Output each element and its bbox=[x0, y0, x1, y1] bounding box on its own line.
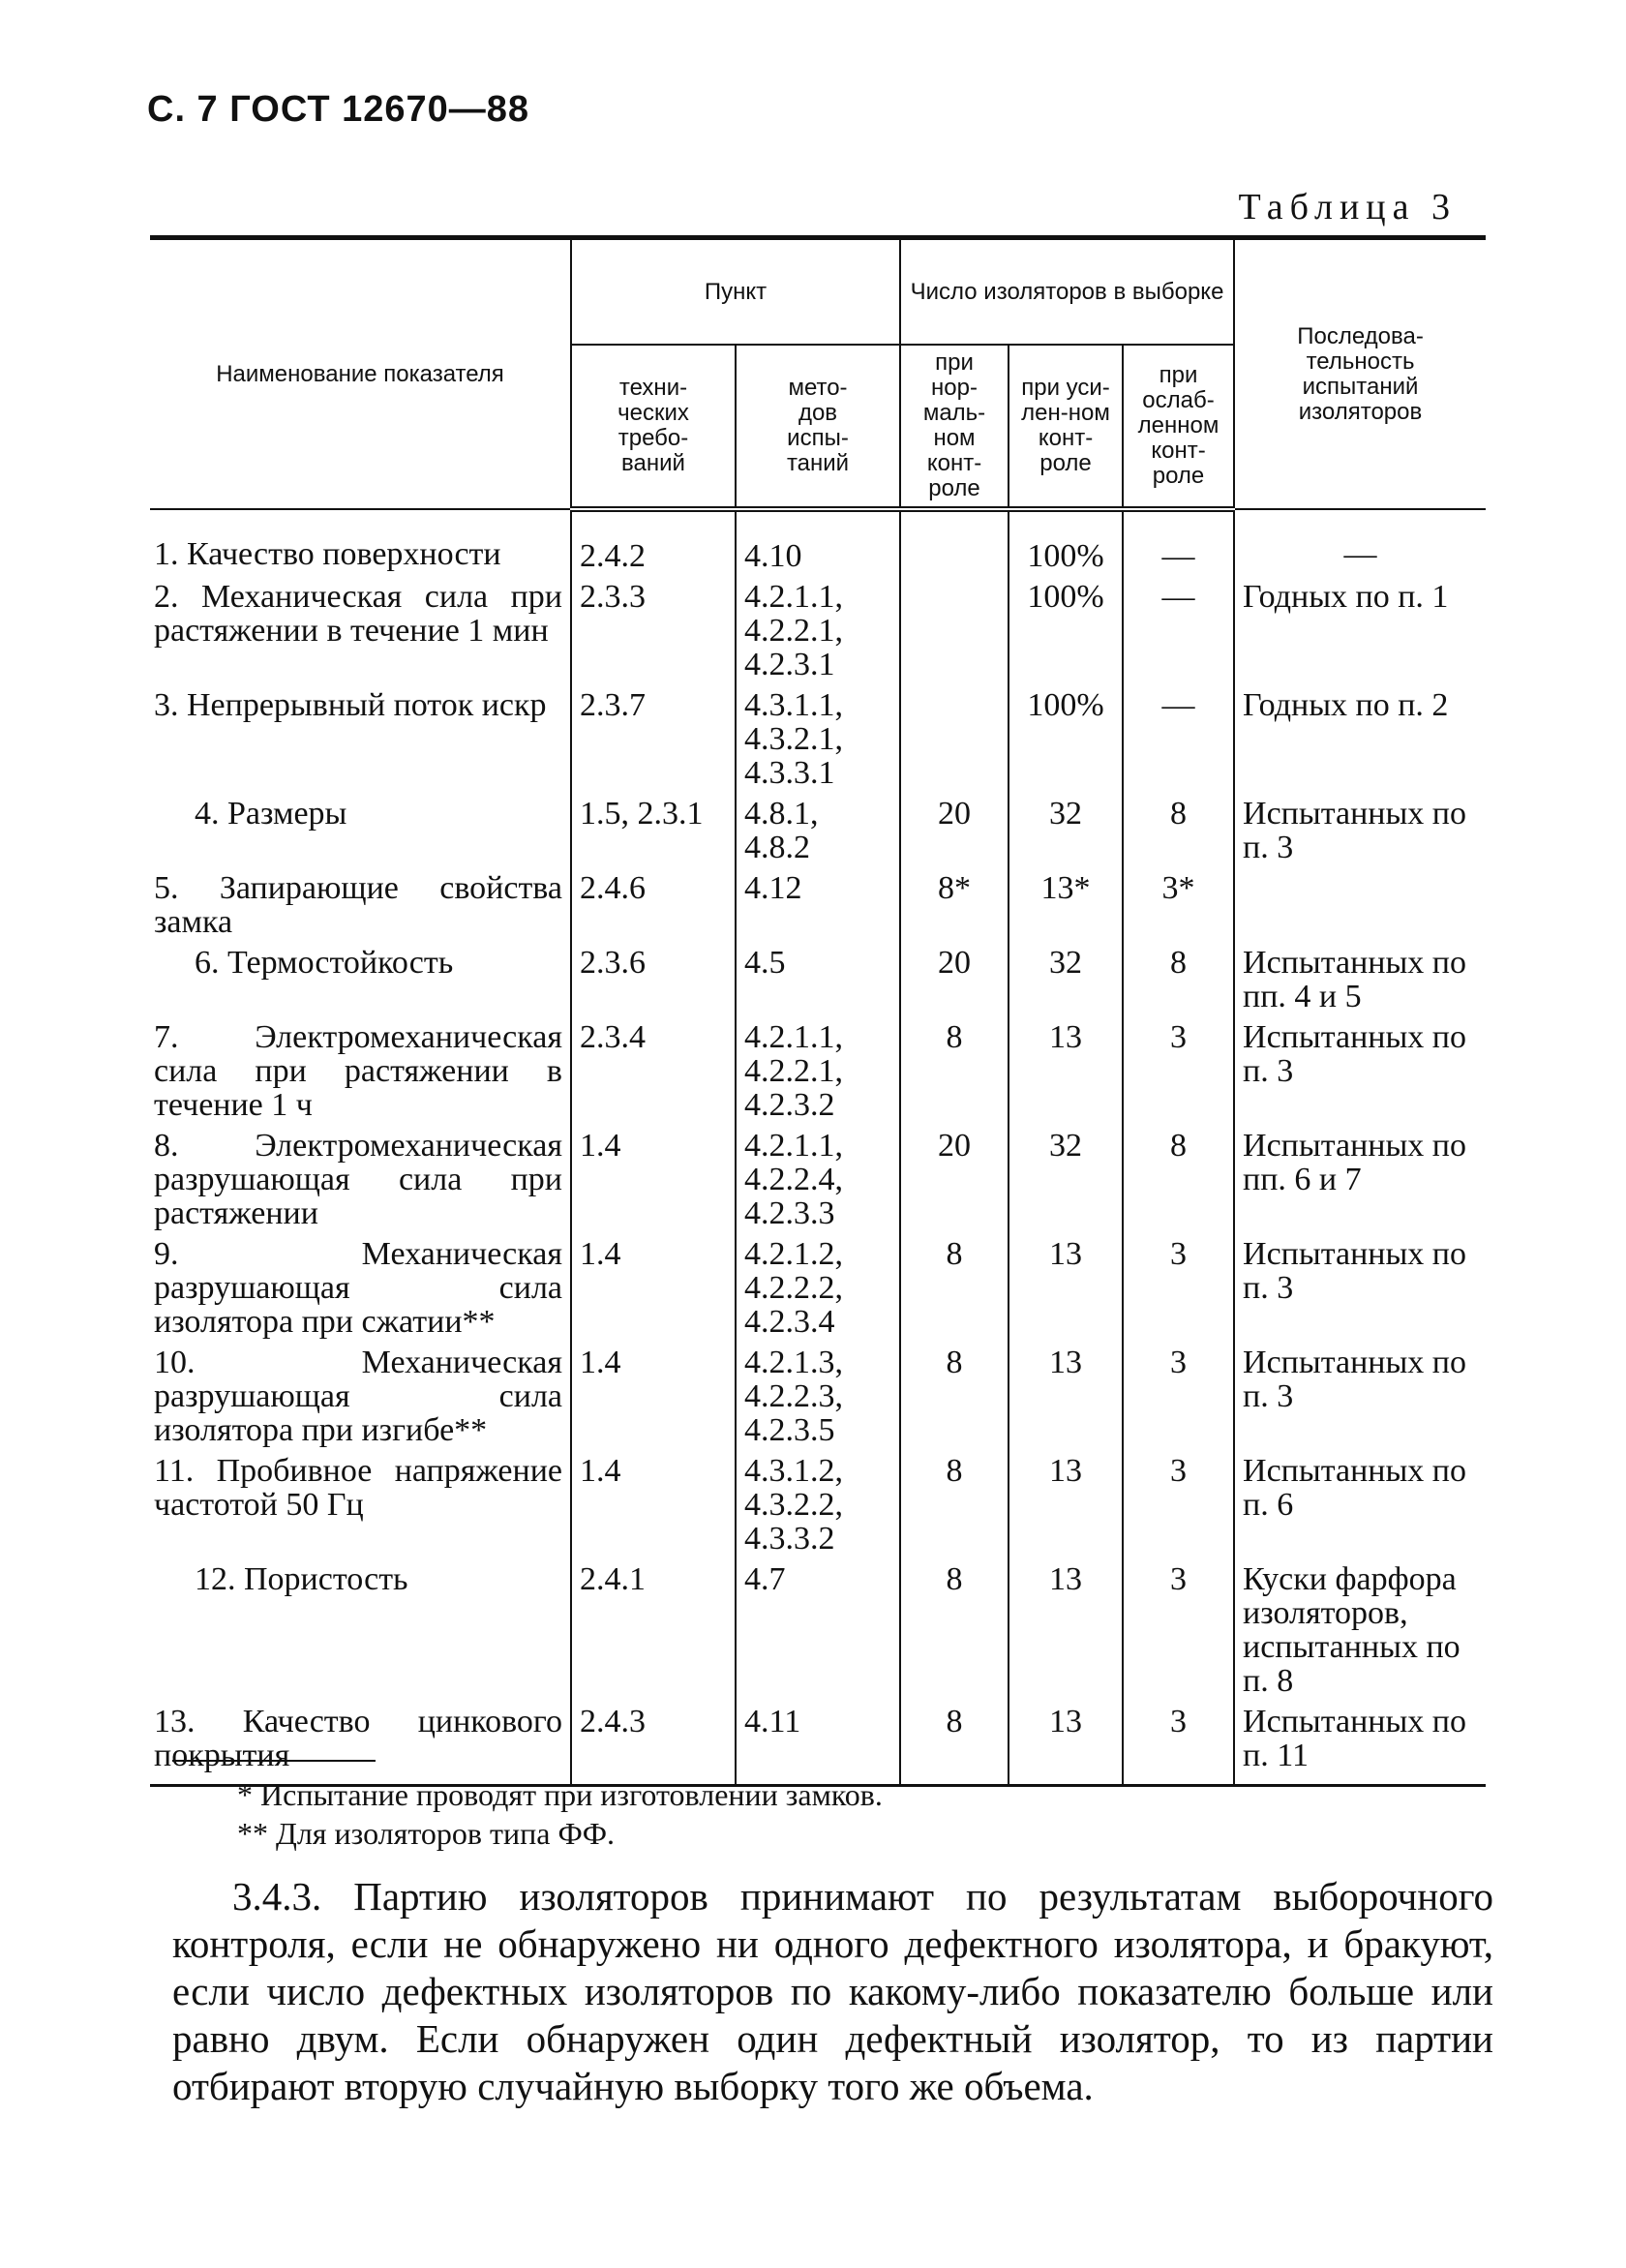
cell-name: 9. Механическая разрушающая сила изолятора при сжатии** bbox=[154, 1236, 562, 1340]
cell-methods: 4.10 bbox=[736, 509, 900, 577]
cell-weakened: 3 bbox=[1123, 1234, 1234, 1343]
cell-enhanced: 100% bbox=[1009, 577, 1123, 685]
cell-enhanced: 13 bbox=[1009, 1702, 1123, 1784]
cell-sequence: Испытанных по пп. 4 и 5 bbox=[1234, 943, 1486, 1017]
cell-normal: 8* bbox=[900, 868, 1009, 943]
cell-sequence: Испытанных по п. 6 bbox=[1234, 1451, 1486, 1559]
table-header-row bbox=[150, 240, 1486, 345]
cell-sequence: Годных по п. 1 bbox=[1234, 577, 1486, 685]
header-count: Число изоляторов в выборке bbox=[900, 240, 1234, 345]
cell-enhanced: 100% bbox=[1009, 685, 1123, 794]
cell-name: 5. Запирающие свойства замка bbox=[154, 870, 562, 940]
cell-enhanced: 100% bbox=[1009, 509, 1123, 577]
table-row bbox=[150, 1343, 1486, 1451]
cell-name: 10. Механическая разрушающая сила изолятора при изгибе** bbox=[154, 1345, 562, 1448]
cell-normal bbox=[900, 577, 1009, 685]
cell-enhanced: 13* bbox=[1009, 868, 1123, 943]
cell-name: 6. Термостойкость bbox=[195, 945, 454, 981]
table-container bbox=[150, 235, 1486, 1787]
table-row bbox=[150, 794, 1486, 868]
table-row bbox=[150, 685, 1486, 794]
cell-weakened: 3 bbox=[1123, 1559, 1234, 1702]
header-tech: техни-ческих требо-ваний bbox=[571, 345, 736, 509]
cell-methods: 4.3.1.1, 4.3.2.1, 4.3.3.1 bbox=[736, 685, 900, 794]
cell-weakened: 3* bbox=[1123, 868, 1234, 943]
table-row bbox=[150, 1017, 1486, 1126]
header-punkt: Пункт bbox=[571, 240, 900, 345]
cell-sequence: Испытанных по п. 3 bbox=[1234, 1234, 1486, 1343]
cell-normal: 8 bbox=[900, 1017, 1009, 1126]
footnotes bbox=[237, 1775, 883, 1853]
page-header: С. 7 ГОСТ 12670—88 bbox=[147, 89, 530, 130]
cell-tech: 2.4.1 bbox=[571, 1559, 736, 1702]
cell-sequence: Испытанных по п. 3 bbox=[1234, 1017, 1486, 1126]
cell-methods: 4.2.1.1, 4.2.2.4, 4.2.3.3 bbox=[736, 1126, 900, 1234]
body-paragraph: 3.4.3. Партию изоляторов принимают по результатам выборочного контроля, если не обнаружено ни одного дефектного изолятора, и бракуют, если число дефектных изоляторов по какому-либо показателю больше или равно двум. Если обнаружен один дефектный изолятор, то из партии отбирают вторую случайную выборку того же объема. bbox=[172, 1874, 1493, 2108]
table-caption: Таблица 3 bbox=[1238, 187, 1457, 227]
cell-weakened: — bbox=[1123, 509, 1234, 577]
cell-name: 8. Электромеханическая разрушающая сила при растяжении bbox=[154, 1128, 562, 1231]
cell-methods: 4.11 bbox=[736, 1702, 900, 1784]
cell-sequence: Испытанных по пп. 6 и 7 bbox=[1234, 1126, 1486, 1234]
cell-methods: 4.8.1, 4.8.2 bbox=[736, 794, 900, 868]
header-sequence: Последова-тельность испытаний изоляторов bbox=[1234, 240, 1486, 509]
header-normal: при нор-маль-ном конт-роле bbox=[900, 345, 1009, 509]
cell-tech: 1.4 bbox=[571, 1126, 736, 1234]
cell-name: 4. Размеры bbox=[195, 796, 347, 832]
cell-name: 1. Качество поверхности bbox=[154, 536, 501, 572]
cell-methods: 4.12 bbox=[736, 868, 900, 943]
cell-weakened: 3 bbox=[1123, 1343, 1234, 1451]
cell-tech: 2.4.6 bbox=[571, 868, 736, 943]
table-row bbox=[150, 1451, 1486, 1559]
cell-name: 7. Электромеханическая сила при растяжении в течение 1 ч bbox=[154, 1019, 562, 1123]
cell-normal: 8 bbox=[900, 1559, 1009, 1702]
table-row bbox=[150, 1559, 1486, 1702]
cell-weakened: 8 bbox=[1123, 794, 1234, 868]
cell-normal: 8 bbox=[900, 1702, 1009, 1784]
footnote-1: * Испытание проводят при изготовлении замков. bbox=[237, 1777, 883, 1812]
table-body bbox=[150, 509, 1486, 1784]
cell-sequence: Испытанных по п. 3 bbox=[1234, 794, 1486, 868]
cell-enhanced: 32 bbox=[1009, 943, 1123, 1017]
cell-sequence: — bbox=[1234, 509, 1486, 577]
header-methods: мето-дов испы-таний bbox=[736, 345, 900, 509]
cell-weakened: 8 bbox=[1123, 1126, 1234, 1234]
cell-sequence bbox=[1234, 868, 1486, 943]
table-row bbox=[150, 1126, 1486, 1234]
table-row bbox=[150, 1234, 1486, 1343]
cell-normal: 20 bbox=[900, 794, 1009, 868]
cell-normal: 20 bbox=[900, 943, 1009, 1017]
cell-enhanced: 13 bbox=[1009, 1343, 1123, 1451]
cell-tech: 2.3.4 bbox=[571, 1017, 736, 1126]
cell-tech: 2.4.2 bbox=[571, 509, 736, 577]
cell-normal bbox=[900, 685, 1009, 794]
cell-sequence: Испытанных по п. 3 bbox=[1234, 1343, 1486, 1451]
cell-tech: 2.3.6 bbox=[571, 943, 736, 1017]
cell-tech: 1.5, 2.3.1 bbox=[571, 794, 736, 868]
cell-sequence: Куски фарфора изоляторов, испытанных по п. 8 bbox=[1234, 1559, 1486, 1702]
cell-normal: 8 bbox=[900, 1343, 1009, 1451]
cell-name: 11. Пробивное напряжение частотой 50 Гц bbox=[154, 1453, 562, 1523]
cell-tech: 2.3.7 bbox=[571, 685, 736, 794]
cell-methods: 4.5 bbox=[736, 943, 900, 1017]
cell-tech: 1.4 bbox=[571, 1234, 736, 1343]
cell-sequence: Годных по п. 2 bbox=[1234, 685, 1486, 794]
cell-tech: 2.4.3 bbox=[571, 1702, 736, 1784]
cell-weakened: 3 bbox=[1123, 1702, 1234, 1784]
cell-methods: 4.2.1.3, 4.2.2.3, 4.2.3.5 bbox=[736, 1343, 900, 1451]
cell-enhanced: 13 bbox=[1009, 1017, 1123, 1126]
cell-normal bbox=[900, 509, 1009, 577]
cell-methods: 4.7 bbox=[736, 1559, 900, 1702]
cell-name: 3. Непрерывный поток искр bbox=[154, 687, 547, 723]
cell-weakened: 3 bbox=[1123, 1017, 1234, 1126]
header-enhanced: при уси-лен-ном конт-роле bbox=[1009, 345, 1123, 509]
cell-enhanced: 13 bbox=[1009, 1234, 1123, 1343]
table-row bbox=[150, 943, 1486, 1017]
cell-enhanced: 32 bbox=[1009, 794, 1123, 868]
cell-enhanced: 13 bbox=[1009, 1451, 1123, 1559]
cell-sequence: Испытанных по п. 11 bbox=[1234, 1702, 1486, 1784]
cell-enhanced: 13 bbox=[1009, 1559, 1123, 1702]
table-row bbox=[150, 1702, 1486, 1784]
cell-methods: 4.3.1.2, 4.3.2.2, 4.3.3.2 bbox=[736, 1451, 900, 1559]
cell-weakened: — bbox=[1123, 685, 1234, 794]
cell-name: 12. Пористость bbox=[195, 1561, 408, 1597]
cell-name: 2. Механическая сила при растяжении в течение 1 мин bbox=[154, 579, 562, 649]
cell-methods: 4.2.1.1, 4.2.2.1, 4.2.3.1 bbox=[736, 577, 900, 685]
header-name: Наименование показателя bbox=[150, 240, 571, 509]
cell-name: 13. Качество цинкового покрытия bbox=[154, 1704, 562, 1773]
table-row bbox=[150, 868, 1486, 943]
cell-tech: 1.4 bbox=[571, 1343, 736, 1451]
cell-methods: 4.2.1.1, 4.2.2.1, 4.2.3.2 bbox=[736, 1017, 900, 1126]
specification-table bbox=[150, 240, 1486, 1784]
table-row bbox=[150, 509, 1486, 577]
cell-normal: 8 bbox=[900, 1234, 1009, 1343]
cell-weakened: — bbox=[1123, 577, 1234, 685]
cell-normal: 8 bbox=[900, 1451, 1009, 1559]
cell-normal: 20 bbox=[900, 1126, 1009, 1234]
footnote-divider bbox=[172, 1760, 376, 1762]
cell-enhanced: 32 bbox=[1009, 1126, 1123, 1234]
footnote-2: ** Для изоляторов типа ФФ. bbox=[237, 1816, 616, 1851]
cell-tech: 2.3.3 bbox=[571, 577, 736, 685]
cell-methods: 4.2.1.2, 4.2.2.2, 4.2.3.4 bbox=[736, 1234, 900, 1343]
header-weakened: при ослаб-ленном конт-роле bbox=[1123, 345, 1234, 509]
cell-weakened: 3 bbox=[1123, 1451, 1234, 1559]
cell-weakened: 8 bbox=[1123, 943, 1234, 1017]
cell-tech: 1.4 bbox=[571, 1451, 736, 1559]
table-row bbox=[150, 577, 1486, 685]
